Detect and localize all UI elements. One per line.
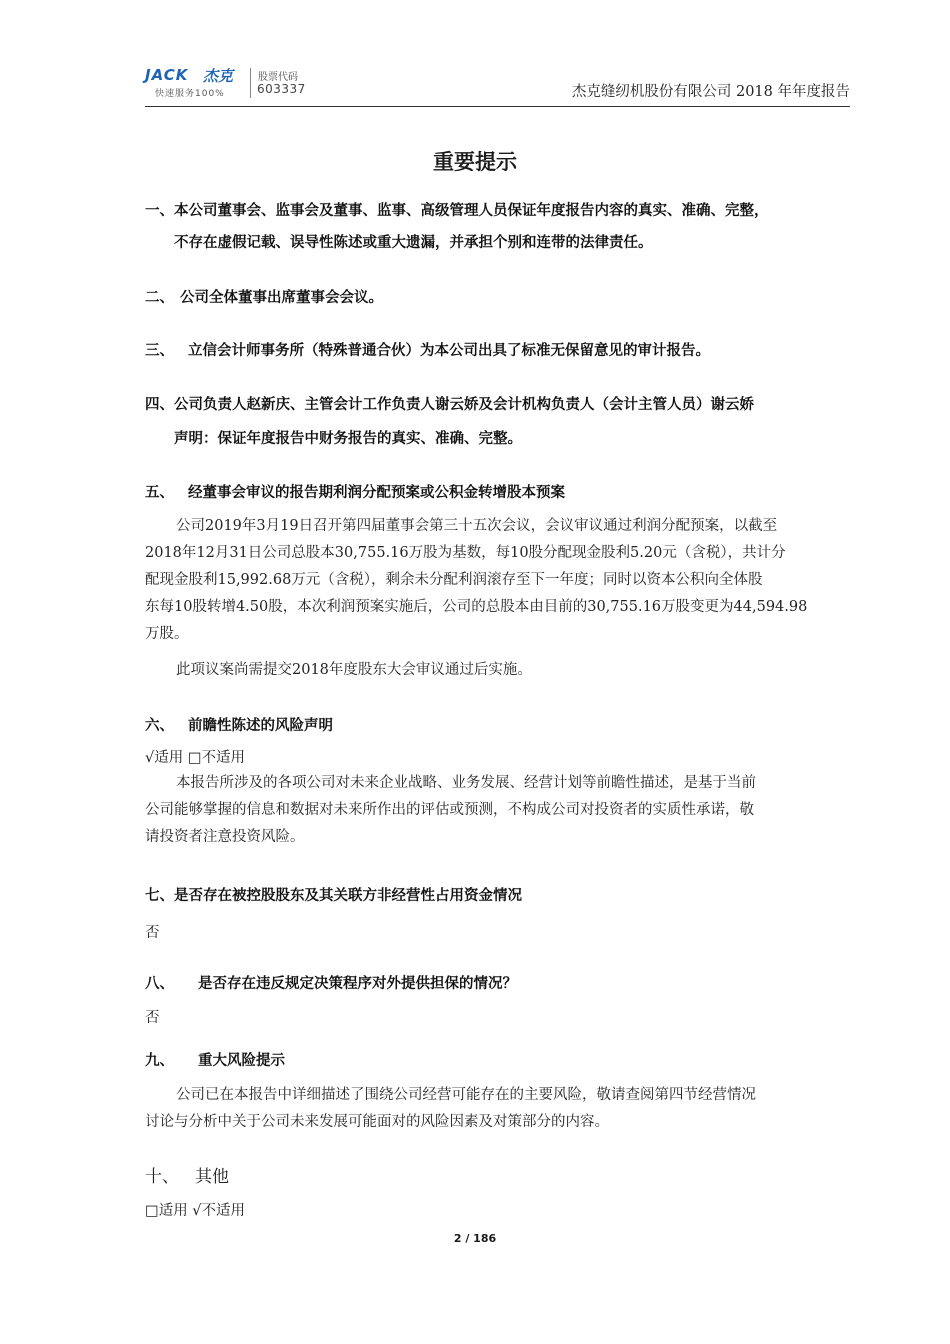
logo-brand: JACK xyxy=(145,66,189,84)
section-5-paragraph-1-line: 2018年12月31日公司总股本30,755.16万股为基数，每10股分配现金股利5.20元（含税），共计分 xyxy=(145,545,786,561)
section-5-paragraph-1 xyxy=(145,513,850,648)
logo-slogan: 快速服务100% xyxy=(155,89,225,99)
section-2-heading xyxy=(145,286,383,307)
logo-divider xyxy=(250,68,251,98)
section-2-text: 公司全体董事出席董事会会议。 xyxy=(180,290,383,306)
section-5-paragraph-1-line: 配现金股利15,992.68万元（含税），剩余未分配利润滚存至下一年度；同时以资本公积向全体股 xyxy=(145,572,763,588)
section-4-heading xyxy=(145,393,754,414)
stock-code-label: 股票代码 xyxy=(258,72,298,83)
section-6-number: 六、 xyxy=(145,718,174,734)
section-2-number: 二、 xyxy=(145,290,174,306)
page-header xyxy=(145,62,850,107)
section-7-answer: 否 xyxy=(145,925,160,941)
section-5-paragraph-1-line: 万股。 xyxy=(145,626,189,642)
section-1-line-1: 本公司董事会、监事会及董事、监事、高级管理人员保证年度报告内容的真实、准确、完整， xyxy=(174,203,769,219)
section-5-number: 五、 xyxy=(145,485,174,501)
section-5-paragraph-1-line: 东每10股转增4.50股，本次利润预案实施后，公司的总股本由目前的30,755.16万股变更为44,594.98 xyxy=(145,599,808,615)
section-10-applicability: □适用 √不适用 xyxy=(145,1203,246,1219)
section-9-paragraph-line: 公司已在本报告中详细描述了围绕公司经营可能存在的主要风险，敬请查阅第四节经营情况 xyxy=(176,1087,756,1103)
section-9-text: 重大风险提示 xyxy=(198,1053,285,1069)
section-9-heading xyxy=(145,1049,285,1070)
stock-code: 603337 xyxy=(257,82,306,96)
section-3-text: 立信会计师事务所（特殊普通合伙）为本公司出具了标准无保留意见的审计报告。 xyxy=(188,343,710,359)
section-3-number: 三、 xyxy=(145,343,174,359)
section-6-paragraph-line: 本报告所涉及的各项公司对未来企业战略、业务发展、经营计划等前瞻性描述，是基于当前 xyxy=(176,775,756,791)
section-9-paragraph xyxy=(145,1082,850,1136)
section-10-heading xyxy=(145,1162,229,1187)
section-5-paragraph-2-line: 此项议案尚需提交2018年度股东大会审议通过后实施。 xyxy=(176,662,532,678)
section-1-line-2: 不存在虚假记载、误导性陈述或重大遗漏，并承担个别和连带的法律责任。 xyxy=(174,235,653,251)
section-1-heading xyxy=(145,199,769,220)
report-title: 杰克缝纫机股份有限公司 2018 年年度报告 xyxy=(571,84,850,100)
section-6-text: 前瞻性陈述的风险声明 xyxy=(188,718,333,734)
section-6-paragraph-line: 请投资者注意投资风险。 xyxy=(145,829,305,845)
section-5-text: 经董事会审议的报告期利润分配预案或公积金转增股本预案 xyxy=(188,485,565,501)
section-7-text: 是否存在被控股股东及其关联方非经营性占用资金情况 xyxy=(174,888,522,904)
section-10-text: 其他 xyxy=(195,1167,229,1187)
section-7-heading xyxy=(145,884,522,905)
section-4-line-2: 声明：保证年度报告中财务报告的真实、准确、完整。 xyxy=(174,431,522,447)
section-10-number: 十、 xyxy=(145,1167,179,1187)
section-6-heading xyxy=(145,714,333,735)
section-3-heading xyxy=(145,339,710,360)
page-number: 2 / 186 xyxy=(453,1232,497,1245)
section-8-heading xyxy=(145,972,517,993)
section-9-paragraph-line: 讨论与分析中关于公司未来发展可能面对的风险因素及对策部分的内容。 xyxy=(145,1114,609,1130)
section-8-text: 是否存在违反规定决策程序对外提供担保的情况？ xyxy=(198,976,517,992)
page-title: 重要提示 xyxy=(433,150,517,174)
section-8-number: 八、 xyxy=(145,976,174,992)
section-6-paragraph xyxy=(145,770,850,851)
section-6-applicability: √适用 □不适用 xyxy=(145,750,246,766)
section-5-paragraph-1-line: 公司2019年3月19日召开第四届董事会第三十五次会议，会议审议通过利润分配预案，以截至 xyxy=(176,518,778,534)
section-8-answer: 否 xyxy=(145,1010,160,1026)
section-1-number: 一、 xyxy=(145,203,174,219)
section-5-paragraph-2 xyxy=(145,657,850,684)
logo-brand-cn: 杰克 xyxy=(203,67,234,85)
section-6-paragraph-line: 公司能够掌握的信息和数据对未来所作出的评估或预测，不构成公司对投资者的实质性承诺，敬 xyxy=(145,802,754,818)
section-7-number: 七、 xyxy=(145,888,174,904)
company-logo xyxy=(145,66,305,100)
section-9-number: 九、 xyxy=(145,1053,174,1069)
section-4-number: 四、 xyxy=(145,397,174,413)
section-5-heading xyxy=(145,481,565,502)
section-4-line-1: 公司负责人赵新庆、主管会计工作负责人谢云娇及会计机构负责人（会计主管人员）谢云娇 xyxy=(174,397,754,413)
